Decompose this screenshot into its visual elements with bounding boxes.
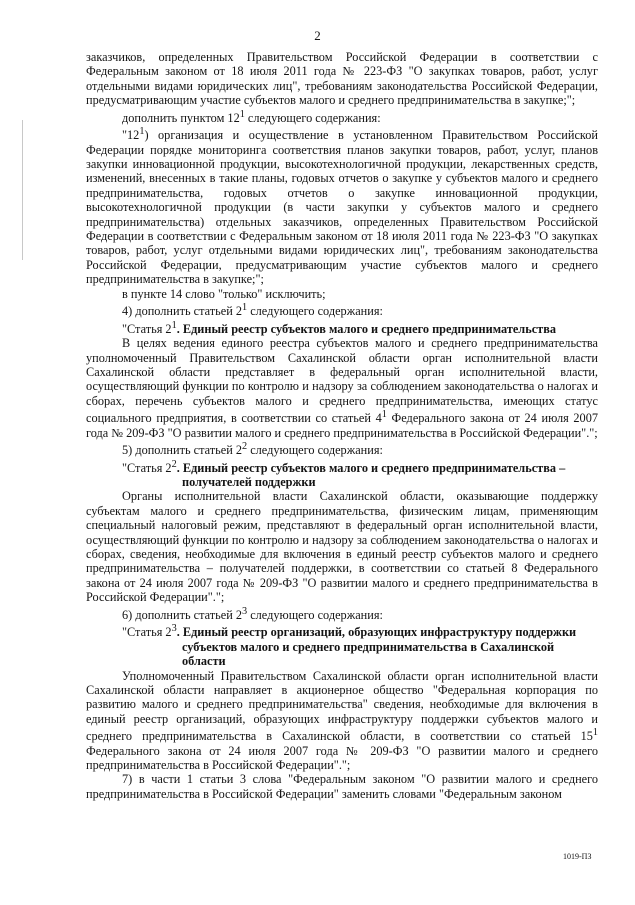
paragraph: Уполномоченный Правительством Сахалинской области орган исполнительной власти Сахалинской области направляет в акционерное общество "Федеральная корпорация по развитию малого и среднего предпринимательства" сведения, необходимые для включения в единый реестр организаций, образующих инфраструктуру поддержки субъектов малого и среднего предпринимательства в Сахалинской области, в соответствии со статьей $15^1$ Федерального закона от 24 июля 2007 года № 209-ФЗ "О развитии малого и среднего предпринимательства в Российской Федерации"."; [86, 668, 598, 773]
paragraph: дополнить пунктом $12^1$ следующего содержания: [122, 108, 381, 125]
paragraph: В целях ведения единого реестра субъектов малого и среднего предпринимательства уполномоченный Правительством Сахалинской области орган исполнительной власти Сахалинской области представляет в федеральный орган исполнительной власти, осуществляющий функции по контролю и надзору за соблюдением законодательства о налогах и сборах, перечень субъектов малого и среднего предпринимательства, имеющих статус социального предприятия, в соответствии со статьей $4^1$ Федерального закона от 24 июля 2007 года № 209-ФЗ "О развитии малого и среднего предпринимательства в Российской Федерации"."; [86, 336, 598, 440]
paragraph: 5) дополнить статьей $2^2$ следующего содержания: [122, 441, 383, 458]
article-heading-continuation: получателей поддержки [182, 475, 316, 490]
paragraph: Органы исполнительной власти Сахалинской области, оказывающие поддержку субъектам малого и среднего предпринимательства, физическим лицам, применяющим специальный налоговый режим, представляют в федеральный орган исполнительной власти, осуществляющий функции по контролю и надзору за соблюдением законодательства о налогах и сборах, сведения, необходимые для включения в единый реестр субъектов малого и среднего предпринимательства – получателей поддержки, в соответствии со статьей 8 Федерального закона от 24 июля 2007 года № 209-ФЗ "О развитии малого и среднего предпринимательства в Российской Федерации"."; [86, 489, 598, 605]
paragraph: 7) в части 1 статьи 3 слова "Федеральным законом "О развитии малого и среднего предпринимательства в Российской Федерации" заменить словами "Федеральным законом [86, 772, 598, 801]
paragraph: "$12^1$) организация и осуществление в установленном Правительством Российской Федерации порядке мониторинга соответствия планов закупки товаров, работ, услуг, планов закупки инновационной продукции, высокотехнологичной продукции, лекарственных средств, изменений, внесенных в такие планы, годовых отчетов о закупке у субъектов малого и среднего предпринимательства, годовых отчетов о закупке инновационной продукции, высокотехнологичной продукции (в части закупки у субъектов малого и среднего предпринимательства) отдельных заказчиков, определенных Правительством Российской Федерации в соответствии с Федеральным законом от 18 июля 2011 года № 223-ФЗ "О закупках товаров, работ, услуг отдельными видами юридических лиц", требованиям законодательства Российской Федерации, предусматривающим участие субъектов малого и среднего предпринимательства в закупке;"; [86, 126, 598, 287]
paragraph: 6) дополнить статьей $2^3$ следующего содержания: [122, 605, 383, 622]
article-heading-continuation: субъектов малого и среднего предпринимательства в Сахалинской области [182, 639, 555, 669]
paragraph: 4) дополнить статьей $2^1$ следующего содержания: [122, 302, 383, 319]
paragraph: в пункте 14 слово "только" исключить; [122, 286, 326, 301]
paragraph: заказчиков, определенных Правительством Российской Федерации в соответствии с Федеральным законом от 18 июля 2011 года № 223-ФЗ "О закупках товаров, работ, услуг отдельными видами юридических лиц", требованиям законодательства Российской Федерации, предусматривающим участие субъектов малого и среднего предпринимательства в закупке;"; [86, 50, 598, 108]
document-code: 1019-ПЗ [563, 852, 592, 861]
scan-artifact [22, 120, 23, 260]
article-heading: "Статья $2^3$. Единый реестр организаций, образующих инфраструктуру поддержки [122, 623, 577, 640]
article-heading: "Статья $2^1$. Единый реестр субъектов малого и среднего предпринимательства [122, 319, 557, 336]
article-heading: "Статья $2^2$. Единый реестр субъектов малого и среднего предпринимательства – [122, 458, 566, 475]
document-body [86, 50, 598, 801]
page-number: 2 [314, 28, 321, 43]
